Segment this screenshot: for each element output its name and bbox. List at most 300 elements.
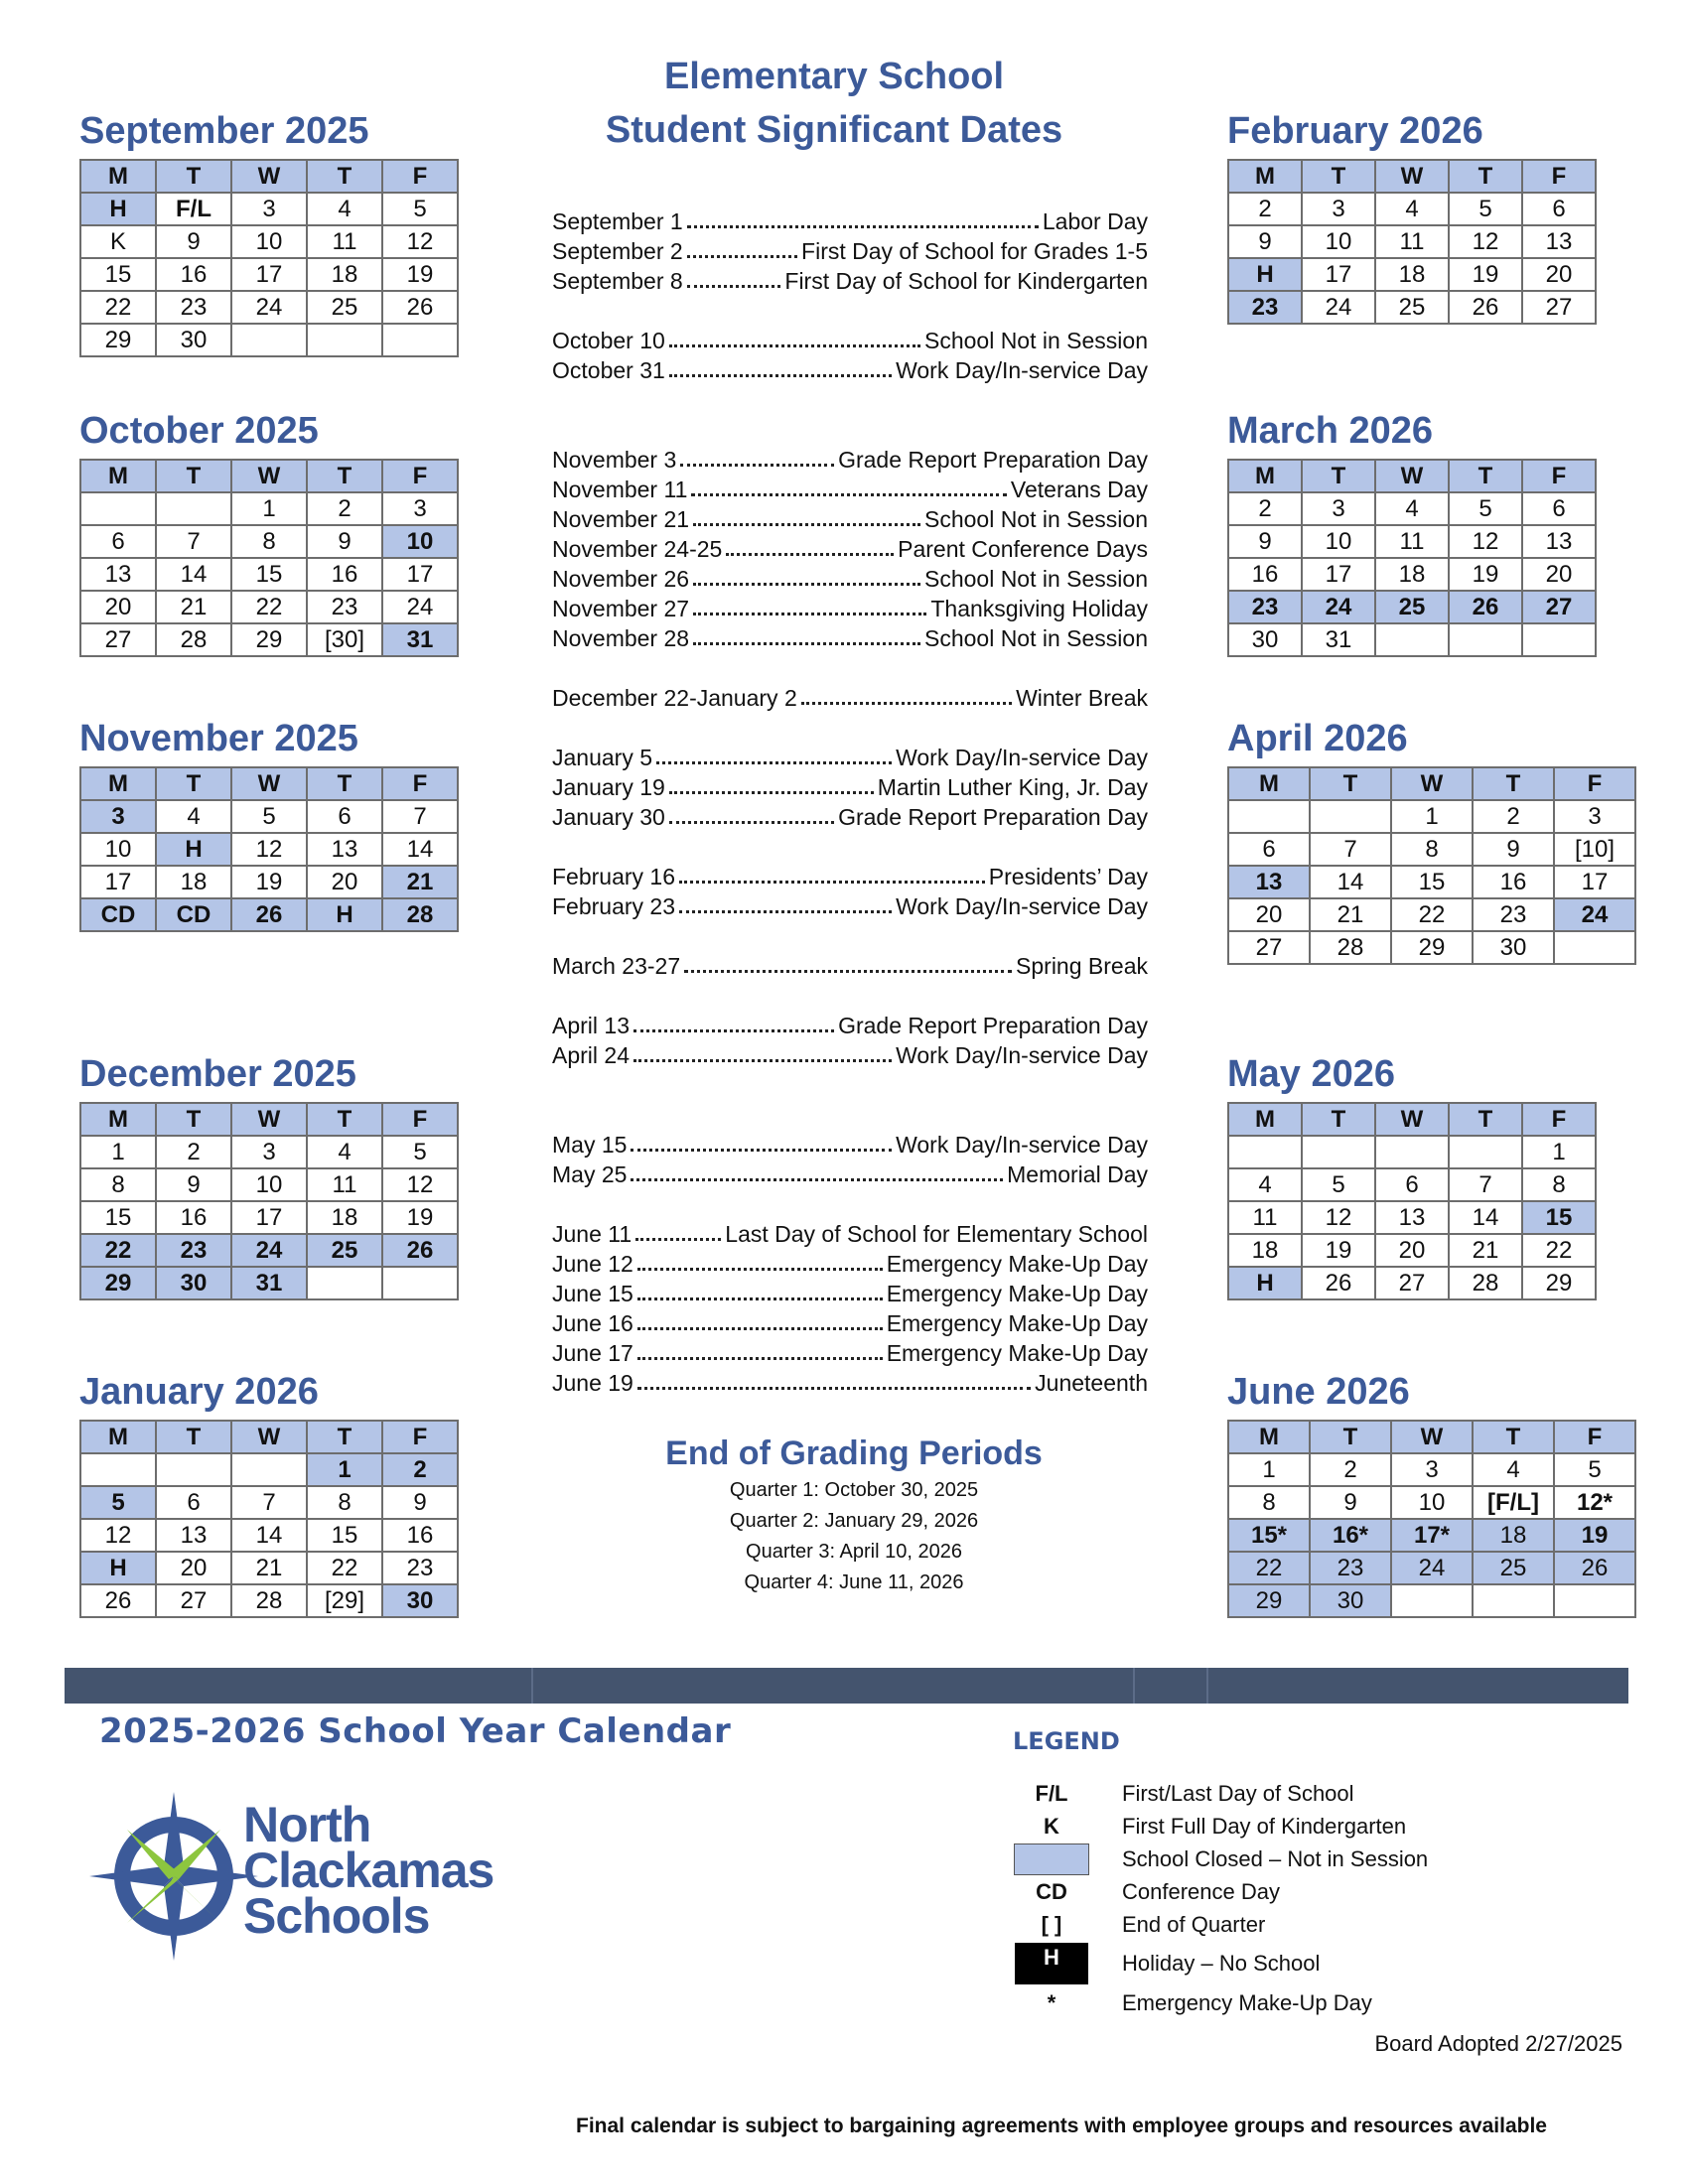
- event-row: [552, 594, 1148, 623]
- day-cell: 17: [231, 1201, 307, 1234]
- day-cell: 22: [307, 1552, 382, 1584]
- day-cell: 12: [1302, 1201, 1375, 1234]
- legend-description: End of Quarter: [1122, 1911, 1266, 1937]
- legend-row: [1013, 1843, 1529, 1875]
- day-cell: 31: [231, 1267, 307, 1299]
- weekday-header: M: [1228, 1103, 1302, 1136]
- grading-periods: [596, 1432, 1112, 1598]
- significant-dates-list: [552, 206, 1148, 1398]
- day-cell: 15: [80, 1201, 156, 1234]
- day-cell: 12*: [1554, 1486, 1635, 1519]
- day-cell: 16: [1228, 558, 1302, 591]
- day-cell: 24: [382, 591, 458, 623]
- event-date: September 8: [552, 268, 683, 294]
- event-row: [552, 564, 1148, 594]
- day-cell: 19: [382, 258, 458, 291]
- dot-leader: [635, 1238, 721, 1241]
- event-date: June 16: [552, 1310, 633, 1336]
- event-name: Work Day/In-service Day: [896, 1132, 1148, 1158]
- day-cell: 20: [307, 866, 382, 898]
- legend-description: School Closed – Not in Session: [1122, 1845, 1429, 1871]
- weekday-header: T: [1449, 460, 1522, 492]
- weekday-header: F: [382, 767, 458, 800]
- day-cell: 19: [1449, 258, 1522, 291]
- week-row: [1228, 898, 1635, 931]
- dot-leader: [693, 523, 920, 526]
- dot-leader: [691, 493, 1007, 496]
- day-cell: 2: [1473, 800, 1554, 833]
- day-cell: 17: [382, 558, 458, 591]
- day-cell: 15: [307, 1519, 382, 1552]
- day-cell: 18: [156, 866, 231, 898]
- weekday-header: T: [156, 460, 231, 492]
- event-name: First Day of School for Kindergarten: [784, 268, 1148, 294]
- weekday-header: M: [1228, 767, 1310, 800]
- week-row: [80, 1519, 458, 1552]
- month-title: January 2026: [79, 1371, 319, 1413]
- weekday-header: T: [1302, 1103, 1375, 1136]
- dot-leader: [631, 1149, 892, 1152]
- month-apr: [1227, 715, 1636, 965]
- event-row: [552, 1279, 1148, 1308]
- dot-leader: [637, 1327, 883, 1330]
- weekday-header: F: [1522, 1103, 1596, 1136]
- event-date: November 28: [552, 625, 690, 651]
- week-row: [80, 833, 458, 866]
- week-row: [1228, 1234, 1596, 1267]
- month-dec: [79, 1050, 459, 1300]
- day-cell: 17*: [1391, 1519, 1473, 1552]
- day-cell: 26: [231, 898, 307, 931]
- day-cell: 10: [1302, 225, 1375, 258]
- legend-symbol: K: [1044, 1813, 1059, 1839]
- day-cell: 1: [231, 492, 307, 525]
- day-cell: 28: [156, 623, 231, 656]
- month-table: [1227, 159, 1597, 325]
- event-row: [552, 1368, 1148, 1398]
- month-title: March 2026: [1227, 410, 1434, 452]
- day-cell: 27: [1522, 591, 1596, 623]
- weekday-header: M: [1228, 1421, 1310, 1453]
- legend-row: [1013, 1986, 1529, 2019]
- day-cell: 27: [1522, 291, 1596, 324]
- page-title-line1: Elementary School: [663, 56, 1005, 97]
- event-row: [552, 772, 1148, 802]
- day-cell: H: [307, 898, 382, 931]
- day-cell: 6: [80, 525, 156, 558]
- weekday-header: F: [382, 460, 458, 492]
- day-cell: [1375, 1136, 1449, 1168]
- day-cell: CD: [80, 898, 156, 931]
- event-name: Emergency Make-Up Day: [886, 1251, 1148, 1277]
- day-cell: 30: [156, 1267, 231, 1299]
- day-cell: 2: [382, 1453, 458, 1486]
- month-title: December 2025: [79, 1053, 356, 1095]
- week-row: [1228, 1136, 1596, 1168]
- event-date: May 25: [552, 1161, 628, 1187]
- weekday-header: F: [382, 160, 458, 193]
- day-cell: [F/L]: [1473, 1486, 1554, 1519]
- dot-leader: [687, 225, 1039, 228]
- day-cell: [307, 324, 382, 356]
- day-cell: 8: [231, 525, 307, 558]
- day-cell: 5: [1449, 193, 1522, 225]
- day-cell: 17: [80, 866, 156, 898]
- event-row: [552, 683, 1148, 713]
- day-cell: 20: [156, 1552, 231, 1584]
- week-row: [80, 1168, 458, 1201]
- week-row: [80, 291, 458, 324]
- day-cell: 11: [1375, 525, 1449, 558]
- day-cell: [1449, 623, 1522, 656]
- day-cell: [1554, 931, 1635, 964]
- day-cell: 18: [1473, 1519, 1554, 1552]
- dot-leader: [679, 881, 985, 884]
- weekday-header: T: [156, 1103, 231, 1136]
- day-cell: 28: [382, 898, 458, 931]
- day-cell: CD: [156, 898, 231, 931]
- day-cell: 22: [1228, 1552, 1310, 1584]
- day-cell: 30: [382, 1584, 458, 1617]
- event-row: [552, 326, 1148, 355]
- day-cell: 9: [307, 525, 382, 558]
- month-table: [79, 1102, 459, 1300]
- day-cell: 6: [156, 1486, 231, 1519]
- day-cell: [1391, 1584, 1473, 1617]
- day-cell: 26: [1554, 1552, 1635, 1584]
- day-cell: 13: [1228, 866, 1310, 898]
- week-row: [80, 1584, 458, 1617]
- day-cell: 24: [231, 291, 307, 324]
- week-row: [1228, 800, 1635, 833]
- day-cell: 5: [382, 1136, 458, 1168]
- day-cell: 16: [1473, 866, 1554, 898]
- weekday-header: F: [382, 1103, 458, 1136]
- day-cell: 15*: [1228, 1519, 1310, 1552]
- weekday-header: M: [80, 1421, 156, 1453]
- day-cell: 13: [156, 1519, 231, 1552]
- day-cell: 2: [307, 492, 382, 525]
- weekday-header: W: [231, 1103, 307, 1136]
- day-cell: H: [80, 193, 156, 225]
- week-row: [1228, 833, 1635, 866]
- week-row: [1228, 591, 1596, 623]
- day-cell: 5: [80, 1486, 156, 1519]
- week-row: [1228, 225, 1596, 258]
- day-cell: 27: [1375, 1267, 1449, 1299]
- day-cell: 25: [1375, 591, 1449, 623]
- day-cell: 2: [1228, 193, 1302, 225]
- week-row: [80, 324, 458, 356]
- day-cell: 31: [382, 623, 458, 656]
- quarter-2: Quarter 2: January 29, 2026: [729, 1510, 979, 1532]
- day-cell: 12: [1449, 225, 1522, 258]
- weekday-header: M: [80, 460, 156, 492]
- day-cell: [29]: [307, 1584, 382, 1617]
- day-cell: [156, 1453, 231, 1486]
- day-cell: 15: [80, 258, 156, 291]
- weekday-header: F: [1554, 767, 1635, 800]
- dot-leader: [633, 1029, 834, 1032]
- event-date: June 12: [552, 1251, 633, 1277]
- day-cell: 29: [80, 1267, 156, 1299]
- day-cell: 8: [80, 1168, 156, 1201]
- event-row: [552, 266, 1148, 296]
- day-cell: 1: [80, 1136, 156, 1168]
- month-nov: [79, 715, 459, 932]
- weekday-header: M: [80, 1103, 156, 1136]
- day-cell: 16: [307, 558, 382, 591]
- week-row: [1228, 1453, 1635, 1486]
- day-cell: 18: [1228, 1234, 1302, 1267]
- event-date: April 24: [552, 1042, 630, 1068]
- event-name: School Not in Session: [923, 328, 1148, 353]
- weekday-header: W: [1391, 1421, 1473, 1453]
- day-cell: 11: [307, 225, 382, 258]
- day-cell: 30: [1310, 1584, 1391, 1617]
- event-row: [552, 1040, 1148, 1070]
- event-date: June 15: [552, 1281, 633, 1306]
- day-cell: 24: [1302, 591, 1375, 623]
- day-cell: [382, 324, 458, 356]
- week-row: [1228, 1584, 1635, 1617]
- day-cell: 21: [1310, 898, 1391, 931]
- event-date: June 17: [552, 1340, 633, 1366]
- day-cell: 26: [382, 1234, 458, 1267]
- event-name: Work Day/In-service Day: [896, 745, 1148, 770]
- district-logo: [89, 1792, 526, 1971]
- event-date: April 13: [552, 1013, 630, 1038]
- event-name: Thanksgiving Holiday: [930, 596, 1148, 621]
- day-cell: 9: [1310, 1486, 1391, 1519]
- event-row: [552, 862, 1148, 891]
- event-date: November 11: [552, 477, 688, 502]
- week-row: [1228, 1168, 1596, 1201]
- day-cell: 3: [80, 800, 156, 833]
- event-row: [552, 1160, 1148, 1189]
- day-cell: 3: [1302, 193, 1375, 225]
- day-cell: 4: [1375, 193, 1449, 225]
- day-cell: [30]: [307, 623, 382, 656]
- weekday-header: T: [307, 160, 382, 193]
- day-cell: 9: [156, 225, 231, 258]
- week-row: [80, 193, 458, 225]
- month-table: [1227, 1420, 1636, 1618]
- week-row: [1228, 525, 1596, 558]
- day-cell: 31: [1302, 623, 1375, 656]
- day-cell: 12: [1449, 525, 1522, 558]
- dot-leader: [656, 761, 892, 764]
- day-cell: 21: [382, 866, 458, 898]
- weekday-header: M: [1228, 160, 1302, 193]
- month-table: [79, 459, 459, 657]
- day-cell: 3: [1554, 800, 1635, 833]
- day-cell: 10: [231, 1168, 307, 1201]
- day-cell: 28: [231, 1584, 307, 1617]
- day-cell: 18: [1375, 258, 1449, 291]
- dot-leader: [637, 1297, 883, 1300]
- week-row: [1228, 558, 1596, 591]
- weekday-header: F: [1522, 460, 1596, 492]
- event-spacer: [552, 415, 1148, 445]
- weekday-header: F: [1522, 160, 1596, 193]
- week-row: [80, 866, 458, 898]
- event-row: [552, 1011, 1148, 1040]
- day-cell: 8: [1228, 1486, 1310, 1519]
- day-cell: 6: [1375, 1168, 1449, 1201]
- day-cell: 23: [1473, 898, 1554, 931]
- month-oct: [79, 407, 459, 657]
- day-cell: 22: [1522, 1234, 1596, 1267]
- event-name: Emergency Make-Up Day: [886, 1340, 1148, 1366]
- month-title: February 2026: [1227, 110, 1483, 152]
- day-cell: 17: [231, 258, 307, 291]
- holiday-swatch: H: [1015, 1943, 1088, 1984]
- grading-title: End of Grading Periods: [665, 1434, 1043, 1472]
- day-cell: 21: [231, 1552, 307, 1584]
- day-cell: 1: [307, 1453, 382, 1486]
- day-cell: 1: [1522, 1136, 1596, 1168]
- event-row: [552, 1338, 1148, 1368]
- day-cell: 14: [1449, 1201, 1522, 1234]
- day-cell: 9: [156, 1168, 231, 1201]
- quarter-3: Quarter 3: April 10, 2026: [746, 1541, 962, 1563]
- board-adopted-date: Board Adopted 2/27/2025: [1374, 2031, 1622, 2056]
- event-spacer: [552, 1189, 1148, 1219]
- legend-description: Holiday – No School: [1122, 1951, 1321, 1976]
- day-cell: 7: [156, 525, 231, 558]
- day-cell: 5: [382, 193, 458, 225]
- event-name: Memorial Day: [1007, 1161, 1148, 1187]
- legend-symbol: [1013, 1843, 1090, 1875]
- day-cell: 11: [1375, 225, 1449, 258]
- compass-star-icon: [89, 1792, 258, 1971]
- day-cell: [1302, 1136, 1375, 1168]
- day-cell: 28: [1449, 1267, 1522, 1299]
- day-cell: 30: [1473, 931, 1554, 964]
- month-table: [1227, 459, 1597, 657]
- weekday-header: W: [231, 460, 307, 492]
- day-cell: 13: [1375, 1201, 1449, 1234]
- week-row: [1228, 193, 1596, 225]
- week-row: [80, 492, 458, 525]
- event-name: School Not in Session: [923, 625, 1148, 651]
- day-cell: 20: [1522, 558, 1596, 591]
- day-cell: 28: [1310, 931, 1391, 964]
- day-cell: 4: [307, 193, 382, 225]
- day-cell: 29: [80, 324, 156, 356]
- day-cell: 23: [156, 1234, 231, 1267]
- dot-leader: [687, 285, 781, 288]
- day-cell: 5: [1554, 1453, 1635, 1486]
- event-date: November 26: [552, 566, 690, 592]
- day-cell: 5: [1302, 1168, 1375, 1201]
- day-cell: 19: [1449, 558, 1522, 591]
- day-cell: 6: [1522, 193, 1596, 225]
- month-title: May 2026: [1227, 1053, 1396, 1095]
- day-cell: 2: [1310, 1453, 1391, 1486]
- event-date: November 21: [552, 506, 690, 532]
- day-cell: 26: [382, 291, 458, 324]
- day-cell: 8: [1522, 1168, 1596, 1201]
- week-row: [80, 225, 458, 258]
- day-cell: [1228, 800, 1310, 833]
- event-name: Last Day of School for Elementary School: [725, 1221, 1148, 1247]
- day-cell: 2: [156, 1136, 231, 1168]
- day-cell: 23: [1310, 1552, 1391, 1584]
- week-row: [1228, 623, 1596, 656]
- event-date: March 23-27: [552, 953, 681, 979]
- day-cell: 14: [382, 833, 458, 866]
- month-jan: [79, 1368, 459, 1618]
- event-row: [552, 891, 1148, 921]
- day-cell: 23: [1228, 291, 1302, 324]
- event-date: September 2: [552, 238, 683, 264]
- week-row: [80, 1234, 458, 1267]
- weekday-header: W: [1391, 767, 1473, 800]
- event-name: Grade Report Preparation Day: [838, 804, 1148, 830]
- weekday-header: F: [382, 1421, 458, 1453]
- day-cell: 26: [80, 1584, 156, 1617]
- day-cell: H: [80, 1552, 156, 1584]
- event-date: December 22-January 2: [552, 685, 797, 711]
- day-cell: 17: [1302, 258, 1375, 291]
- month-mar: [1227, 407, 1597, 657]
- event-row: [552, 1308, 1148, 1338]
- legend-row: [1013, 1777, 1529, 1810]
- day-cell: 9: [382, 1486, 458, 1519]
- day-cell: 20: [80, 591, 156, 623]
- legend-row: [1013, 1941, 1529, 1986]
- weekday-header: W: [231, 1421, 307, 1453]
- legend-description: First Full Day of Kindergarten: [1122, 1813, 1407, 1839]
- weekday-header: W: [231, 160, 307, 193]
- legend-symbol: CD: [1036, 1878, 1067, 1904]
- event-date: February 23: [552, 893, 676, 919]
- weekday-header: M: [80, 160, 156, 193]
- weekday-header: T: [1449, 160, 1522, 193]
- quarter-4: Quarter 4: June 11, 2026: [744, 1571, 964, 1593]
- day-cell: [80, 1453, 156, 1486]
- day-cell: 15: [1391, 866, 1473, 898]
- weekday-header: T: [307, 1421, 382, 1453]
- week-row: [80, 525, 458, 558]
- day-cell: 23: [307, 591, 382, 623]
- day-cell: 14: [1310, 866, 1391, 898]
- event-name: First Day of School for Grades 1-5: [801, 238, 1148, 264]
- weekday-header: T: [1449, 1103, 1522, 1136]
- dot-leader: [669, 821, 834, 824]
- day-cell: 4: [307, 1136, 382, 1168]
- day-cell: 25: [307, 1234, 382, 1267]
- week-row: [80, 1552, 458, 1584]
- day-cell: [1473, 1584, 1554, 1617]
- weekday-header: T: [156, 767, 231, 800]
- event-name: Work Day/In-service Day: [896, 893, 1148, 919]
- day-cell: 19: [382, 1201, 458, 1234]
- weekday-header: W: [1375, 1103, 1449, 1136]
- weekday-header: T: [307, 767, 382, 800]
- event-spacer: [552, 385, 1148, 415]
- dot-leader: [801, 702, 1012, 705]
- day-cell: 27: [80, 623, 156, 656]
- dot-leader: [687, 255, 797, 258]
- closed-swatch: [1014, 1843, 1089, 1875]
- day-cell: 25: [1473, 1552, 1554, 1584]
- day-cell: [1228, 1136, 1302, 1168]
- event-name: Grade Report Preparation Day: [838, 1013, 1148, 1038]
- day-cell: 13: [1522, 525, 1596, 558]
